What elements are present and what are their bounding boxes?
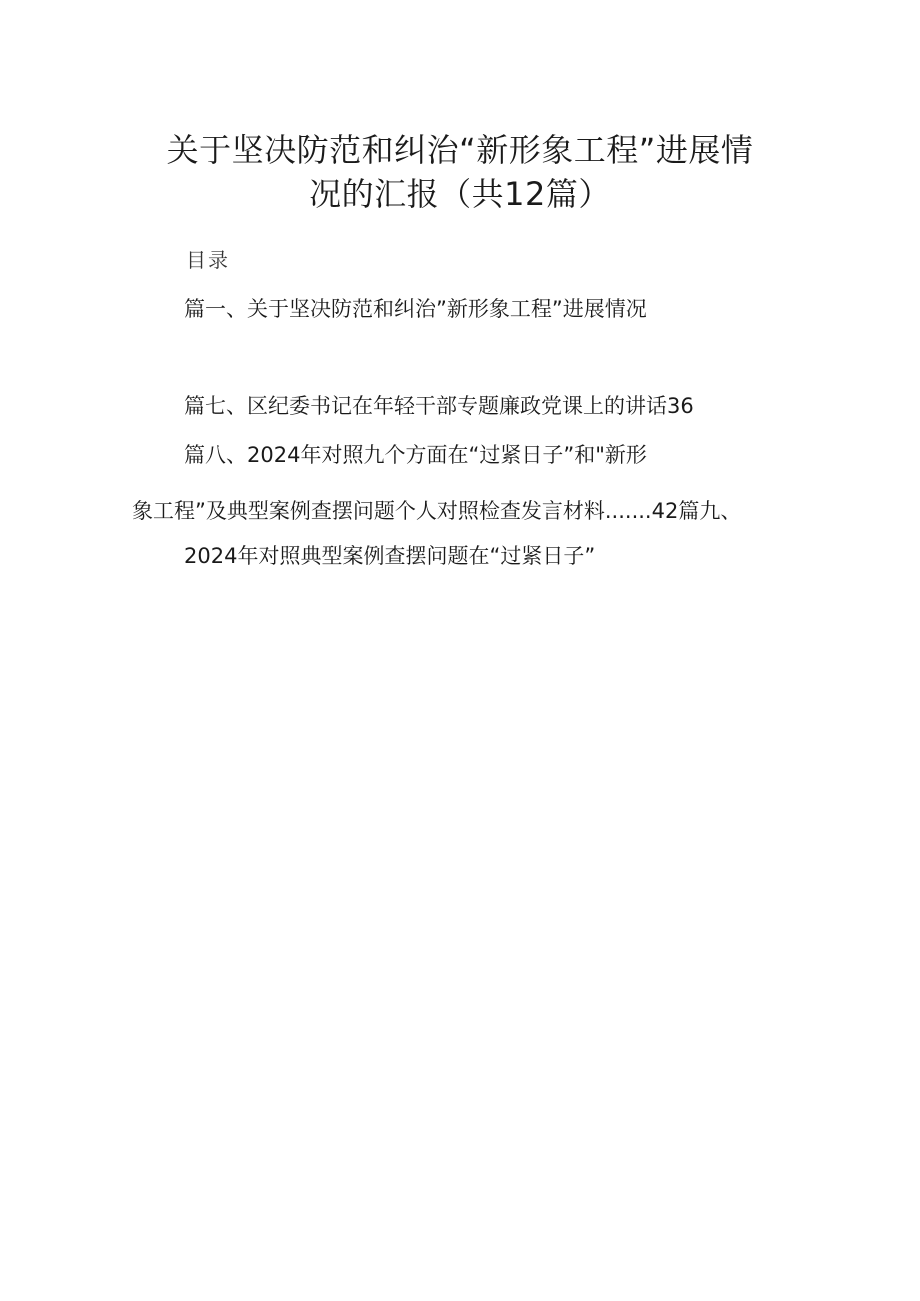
toc-heading: 目录 (186, 248, 230, 272)
toc-entry[interactable]: 篇一、关于坚决防范和纠治”新形象工程”进展情况 (184, 297, 647, 321)
toc-entry[interactable]: 象工程”及典型案例查摆问题个人对照检查发言材料.......42篇九、 (132, 499, 742, 523)
toc-entry[interactable]: 2024年对照典型案例查摆问题在“过紧日子” (184, 544, 596, 568)
document-title-line-1: 关于坚决防范和纠治“新形象工程”进展情 (166, 131, 754, 169)
toc-entry[interactable]: 篇七、区纪委书记在年轻干部专题廉政党课上的讲话36 (184, 394, 694, 418)
document-title-line-2: 况的汇报（共12篇） (309, 175, 611, 213)
toc-entry[interactable]: 篇八、2024年对照九个方面在“过紧日子”和"新形 (184, 443, 647, 467)
